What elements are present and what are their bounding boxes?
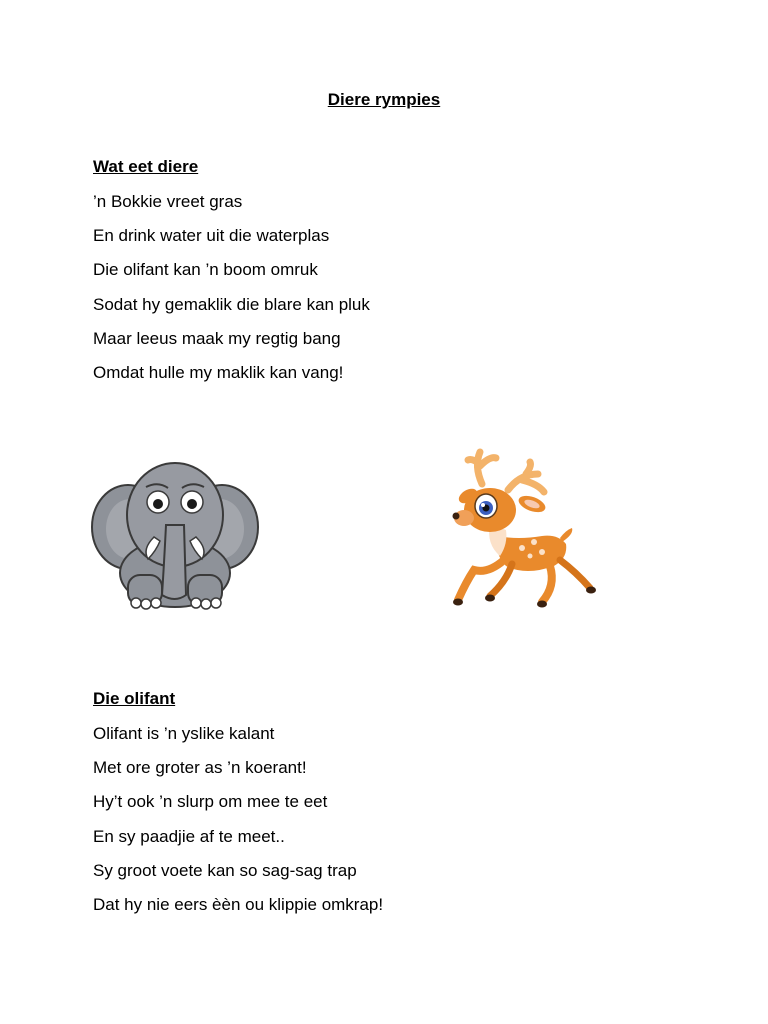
poem-die-olifant [93,723,383,928]
poem-heading-wat-eet-diere: Wat eet diere [93,157,199,176]
poem-line: ’n Bokkie vreet gras [93,192,243,211]
poem-wat-eet-diere [93,191,370,396]
deer-icon [446,444,596,614]
elephant-icon [90,455,260,613]
poem-line: Dat hy nie eers èèn ou klippie omkrap! [93,894,384,914]
poem-line: Die olifant kan ’n boom omruk [93,260,318,280]
poem-line: En sy paadjie af te meet.. [93,826,285,846]
poem-line: Sy groot voete kan so sag-sag trap [93,860,357,880]
poem-line: Met ore groter as ’n koerant! [93,758,307,778]
poem-line: Sodat hy gemaklik die blare kan pluk [93,294,370,314]
page-title: Diere rympies [327,90,441,109]
poem-line: Omdat hulle my maklik kan vang! [93,362,344,382]
poem-line: Maar leeus maak my regtig bang [93,328,341,348]
poem-line: En drink water uit die waterplas [93,226,330,246]
poem-line: Hy’t ook ’n slurp om mee te eet [93,792,328,812]
poem-line: Olifant is ’n yslike kalant [93,724,275,743]
poem-heading-die-olifant: Die olifant [93,689,176,708]
